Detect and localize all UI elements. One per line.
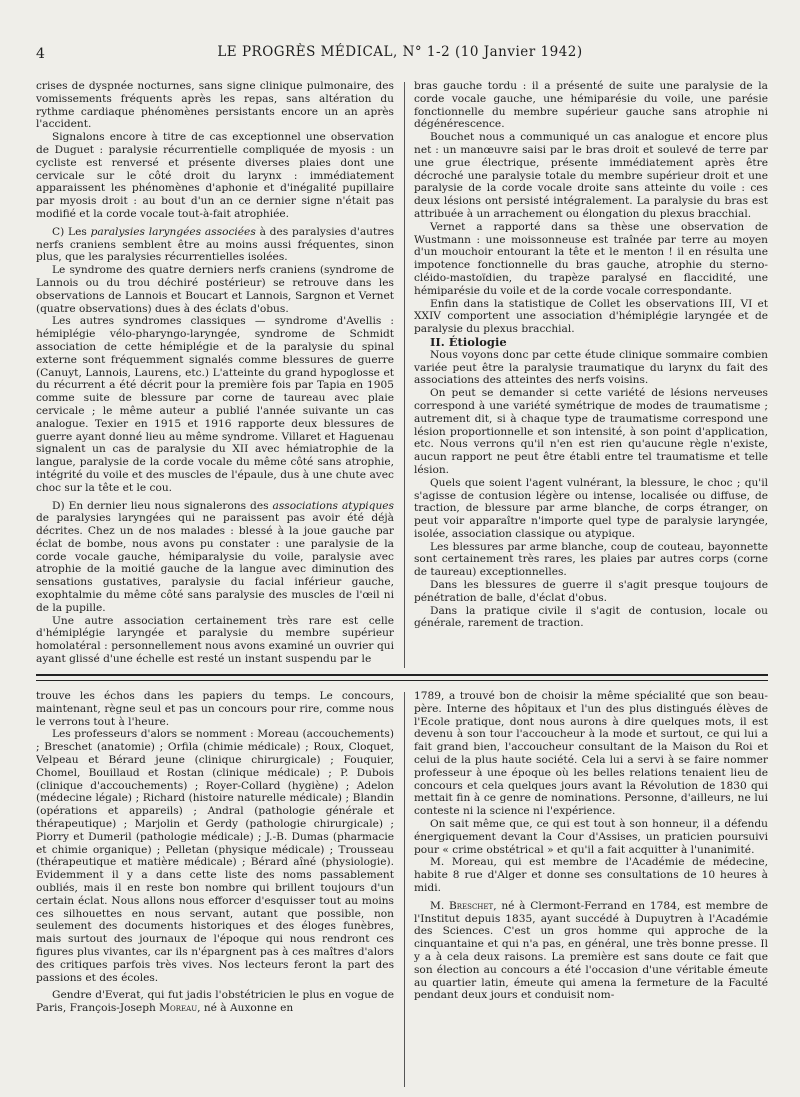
paragraph-italic: associations atypiques [272, 499, 394, 512]
paragraph: On sait même que, ce qui est tout à son honneur, il a défendu énergiquement devant la Cour d'Assises, un praticien poursuivi pour « crime obstétrical » et qu'il a fait acquitter à l'unanimité. [414, 817, 768, 856]
column-bottom-left [36, 690, 394, 1090]
paragraph-lead: Gendre d'Everat, qui fut jadis l'obstétricien le plus en vogue de Paris, François-Joseph [36, 989, 394, 1015]
paragraph: Les professeurs d'alors se nomment : Moreau (accouchements) ; Breschet (anatomie) ; Orfila (chimie médicale) ; Roux, Cloquet, Velpeau et Bérard jeune (clinique chirurgicale) ; Fouquier, Chomel, Bouillaud et Rostan (clinique médicale) ; P. Dubois (clinique d'accouchements) ; Royer-Collard (hygiène) ; Adelon (médecine légale) ; Richard (histoire naturelle médicale) ; Blandin (opérations et appareils) ; Andral (pathologie générale et thérapeutique) ; Marjolin et Gerdy (pathologie chirurgicale) ; Piorry et Dumeril (pathologie médicale) ; J.-B. Dumas (pharmacie et chimie organique) ; Pelletan (physique médicale) ; Trousseau (thérapeutique et matière médicale) ; Bérard aîné (physiologie). Evidemment il y a dans cette liste des noms passablement oubliés, mais il en reste bon nombre qui brillent toujours d'un certain éclat. Nous allons nous efforcer d'esquisser tout au moins ces silhouettes en nous servant, autant que possible, non seulement des documents historiques et des éloges funèbres, mais surtout des journaux de l'époque qui nous rendront ces figures plus vivantes, car ils n'épargnent pas à ces maîtres d'alors des critiques parfois très vives. Nos lecteurs feront la part des passions et des écoles. [36, 728, 394, 984]
paragraph: Bouchet nous a communiqué un cas analogue et encore plus net : un manœuvre saisi par le bras droit et soulevé de terre par une grue électrique, présente immédiatement après être décroché une paralysie totale du membre supérieur droit et une paralysie de la corde vocale droite sans atteinte du voile : ces deux lésions ont persisté intégralement. La paralysie du bras est attribuée à un arrachement ou élongation du plexus bracchial. [414, 131, 768, 220]
paragraph: Vernet a rapporté dans sa thèse une observation de Wustmann : une moissonneuse est traînée par terre au moyen d'un mouchoir entourant la tête et le menton ! il en résulta une impotence fonctionnelle du bras gauche, atrophie du sterno-cléido-mastoïdien, du trapèze paralysé en flaccidité, une hémiparésie du voile et de la corde vocale correspondante. [414, 220, 768, 297]
paragraph [36, 989, 394, 1015]
paragraph [414, 900, 768, 1002]
paragraph [36, 226, 394, 264]
paragraph: Dans les blessures de guerre il s'agit presque toujours de pénétration de balle, d'éclat d'obus. [414, 579, 768, 604]
paragraph-rest: à des paralysies d'autres nerfs craniens semblent être au moins aussi fréquentes, sinon plus, que les paralysies récurrentielles isolées. [36, 225, 394, 264]
paragraph: Les blessures par arme blanche, coup de couteau, bayonnette sont certainement très rares, les plaies par autres corps (corne de taureau) exceptionnelles. [414, 540, 768, 579]
paragraph: Nous voyons donc par cette étude clinique sommaire combien variée peut être la paralysie traumatique du larynx du fait des associations des atteintes des nerfs voisins. [414, 348, 768, 387]
paragraph-rest: , né à Clermont-Ferrand en 1784, est membre de l'Institut depuis 1835, ayant succédé à Dupuytren à l'Académie des Sciences. C'est un gros homme qui approche de la cinquantaine et qui n'a pas, en général, une très bonne presse. Il y a à cela deux raisons. La première est sans doute ce fait que son élection au concours a été l'occasion d'une véritable émeute au quartier latin, émeute qui amena la fermeture de la Faculté pendant deux jours et conduisit nom- [414, 899, 768, 1002]
paragraph-rest: , né à Auxonne en [197, 1002, 294, 1015]
paragraph-lead: C) Les [52, 225, 91, 238]
paragraph: On peut se demander si cette variété de lésions nerveuses correspond à une variété symétrique de modes de traumatisme ; autrement dit, si à chaque type de traumatisme correspond une lésion proportionnelle et son intensité, à son point d'application, etc. Nous verrons qu'il n'en est rien qu'aucune règle n'existe, aucun rapport ne peut être établi entre tel traumatisme et telle lésion. [414, 387, 768, 476]
person-name: Breschet [448, 899, 494, 912]
column-rule-bottom [404, 692, 405, 1087]
paragraph: Une autre association certainement très rare est celle d'hémiplégie laryngée et paralysie du membre supérieur homolatéral : personnellement nous avons examiné un ouvrier qui ayant glissé d'une échelle est resté un instant suspendu par le [36, 614, 394, 666]
column-top-right [414, 80, 768, 668]
paragraph [36, 500, 394, 615]
paragraph-italic: paralysies laryngées associées [90, 225, 256, 238]
paragraph: Les autres syndromes classiques — syndrome d'Avellis : hémiplégie vélo-pharyngo-laryngée, syndrome de Schmidt association de cette hémiplégie et de la paralysie du spinal externe sont fréquemment signalés comme blessures de guerre (Canuyt, Lannois, Laurens, etc.) L'atteinte du grand hypoglosse et du récurrent a été décrit pour la première fois par Tapia en 1905 comme suite de blessure par corne de taureau avec plaie cervicale ; le même auteur a publié l'année suivante un cas analogue. Texier en 1915 et 1916 rapporte deux blessures de guerre ayant donné lieu au même syndrome. Villaret et Haguenau signalent un cas de paralysie du XII avec hémiatrophie de la langue, paralysie de la corde vocale du même côté sans atrophie, intégrité du voile et des muscles de l'épaule, dus à une chute avec choc sur la tête et le cou. [36, 315, 394, 494]
paragraph: bras gauche tordu : il a présenté de suite une paralysie de la corde vocale gauche, une hémiparésie du voile, une parésie fonctionnelle du membre supérieur gauche sans atrophie ni dégénérescence. [414, 80, 768, 131]
running-title: LE PROGRÈS MÉDICAL, N° 1-2 (10 Janvier 1942) [217, 44, 583, 60]
paragraph: trouve les échos dans les papiers du temps. Le concours, maintenant, règne seul et pas un concours pour rire, comme nous le verrons tout à l'heure. [36, 690, 394, 728]
column-rule-top [404, 82, 405, 668]
paragraph: crises de dyspnée nocturnes, sans signe clinique pulmonaire, des vomissements fréquents après les repas, sans altération du rythme cardiaque phénomènes persistants encore un an après l'accident. [36, 80, 394, 131]
section-heading: II. Étiologie [430, 334, 507, 349]
paragraph-lead: D) En dernier lieu nous signalerons des [52, 499, 273, 512]
paragraph: Quels que soient l'agent vulnérant, la blessure, le choc ; qu'il s'agisse de contusion légère ou intense, localisée ou diffuse, de traction, de blessure par arme blanche, de corps étranger, on peut voir apparaître n'importe quel type de paralysie laryngée, isolée, association classique ou atypique. [414, 476, 768, 540]
paragraph-lead: M. [430, 899, 449, 912]
paragraph: M. Moreau, qui est membre de l'Académie de médecine, habite 8 rue d'Alger et donne ses consultations de 10 heures à midi. [414, 856, 768, 894]
column-top-left [36, 80, 394, 668]
paragraph: Le syndrome des quatre derniers nerfs craniens (syndrome de Lannois ou du trou déchiré postérieur) se retrouve dans les observations de Lannois et Boucart et Lannois, Sargnon et Vernet (quatre observations) dues à des éclats d'obus. [36, 264, 394, 315]
person-name: Moreau [159, 1002, 198, 1015]
section-divider [36, 674, 768, 681]
paragraph: 1789, a trouvé bon de choisir la même spécialité que son beau-père. Interne des hôpitaux et l'un des plus distingués élèves de l'Ecole pratique, dont nous aurons à dire quelques mots, il est devenu à son tour l'accoucheur à la mode et surtout, ce qui lui a fait grand bien, l'accoucheur consultant de la Maison du Roi et celui de la plus haute société. Cela lui a servi à se faire nommer professeur à une époque où les belles relations tenaient lieu de concours et cela quelques jours avant la Révolution de 1830 qui mettait fin à ce genre de nominations. Personne, d'ailleurs, ne lui conteste ni la science ni l'expérience. [414, 690, 768, 818]
paragraph: Enfin dans la statistique de Collet les observations III, VI et XXIV comportent une association d'hémiplégie laryngée et de paralysie du plexus bracchial. [414, 297, 768, 336]
paragraph: Dans la pratique civile il s'agit de contusion, locale ou générale, rarement de traction. [414, 604, 768, 630]
paragraph-rest: de paralysies laryngées qui ne paraissent pas avoir été déjà décrites. Chez un de nos malades : blessé à la joue gauche par éclat de bombe, nous avons pu constater : une paralysie de la corde vocale gauche, hémiparalysie du voile, paralysie avec atrophie de la moitié gauche de la langue avec diminution des sensations gustatives, paralysie du facial inférieur gauche, exophtalmie du même côté sans paralysie des muscles de l'œil ni de la pupille. [36, 512, 394, 614]
paragraph: Signalons encore à titre de cas exceptionnel une observation de Duguet : paralysie récurrentielle compliquée de myosis : un cycliste est renversé et présente diverses plaies dont une cervicale sur le côté droit du larynx : immédiatement apparaissent les phénomènes d'aphonie et d'inégalité pupillaire par myosis droit : au bout d'un an ce dernier signe n'était pas modifié et la corde vocale tout-à-fait atrophiée. [36, 131, 394, 220]
page-number: 4 [36, 46, 45, 62]
column-bottom-right [414, 690, 768, 1090]
